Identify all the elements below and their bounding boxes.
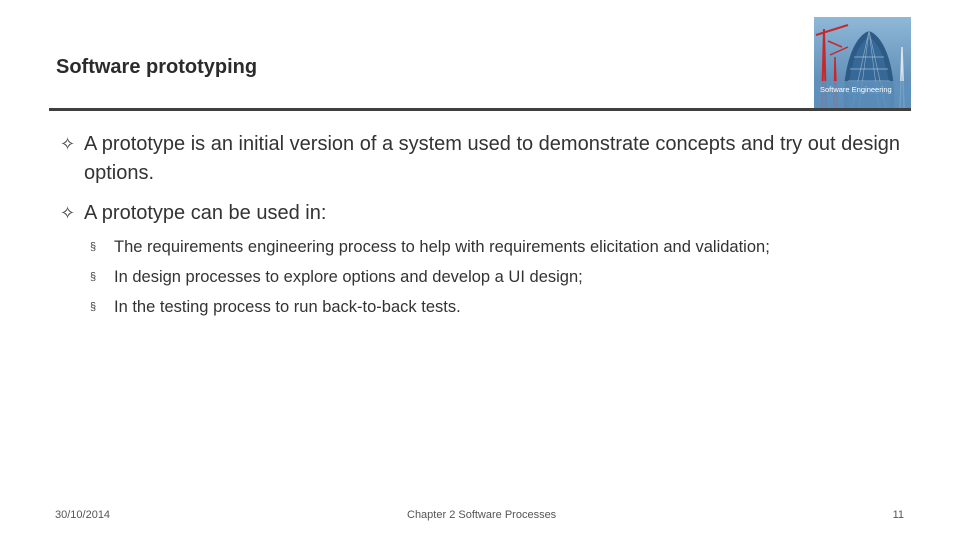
four-point-star-icon: ✧ bbox=[60, 203, 76, 223]
footer-chapter: Chapter 2 Software Processes bbox=[407, 509, 557, 521]
bullet-text: A prototype is an initial version of a system used to demonstrate concepts and try out design options. bbox=[84, 133, 901, 184]
cover-title-text: Software Engineering bbox=[820, 85, 892, 94]
four-point-star-icon: ✧ bbox=[60, 134, 76, 154]
slide-body bbox=[60, 130, 900, 326]
sub-bullet-item bbox=[60, 296, 900, 319]
cover-photo bbox=[814, 17, 911, 108]
sub-bullet-item bbox=[60, 266, 900, 289]
sub-bullet-text: In design processes to explore options and develop a UI design; bbox=[114, 268, 583, 286]
footer-page-number: 11 bbox=[892, 509, 904, 521]
bullet-item bbox=[60, 199, 900, 228]
section-sign-icon: § bbox=[90, 271, 97, 283]
sub-bullet-list bbox=[60, 236, 900, 319]
sub-bullet-text: In the testing process to run back-to-back tests. bbox=[114, 298, 461, 316]
slide-title: Software prototyping bbox=[56, 56, 258, 78]
section-sign-icon: § bbox=[90, 301, 97, 313]
bullet-item bbox=[60, 130, 900, 188]
title-divider bbox=[49, 108, 911, 111]
bullet-text: A prototype can be used in: bbox=[84, 202, 327, 224]
sub-bullet-text: The requirements engineering process to help with requirements elicitation and validation; bbox=[114, 238, 770, 256]
book-cover-image bbox=[814, 17, 911, 108]
section-sign-icon: § bbox=[90, 241, 97, 253]
sub-bullet-item bbox=[60, 236, 900, 259]
footer-date: 30/10/2014 bbox=[55, 509, 111, 521]
